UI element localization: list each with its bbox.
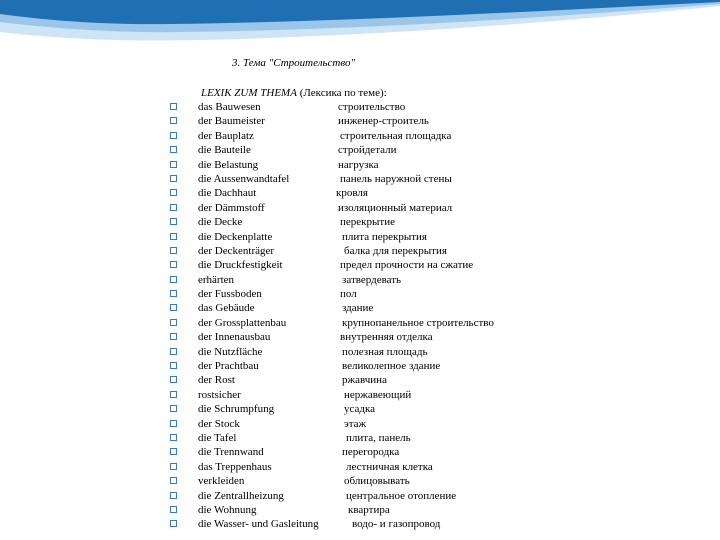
- russian-translation: строительство: [338, 101, 406, 113]
- german-term: der Deckenträger: [198, 244, 275, 257]
- german-term: verkleiden: [198, 475, 245, 488]
- bullet-square-icon: [170, 146, 177, 153]
- vocab-row: [170, 230, 570, 244]
- german-term: rostsicher: [198, 388, 241, 401]
- russian-translation: центральное отопление: [346, 489, 457, 502]
- heading-russian: (Лексика по теме):: [296, 87, 387, 99]
- slide-title: 3. Тема "Строительство": [232, 57, 356, 69]
- bullet-square-icon: [170, 477, 177, 484]
- german-term: der Baumeister: [198, 115, 265, 128]
- bullet-square-icon: [170, 247, 177, 254]
- russian-translation: нержавеющий: [344, 388, 412, 401]
- bullet-square-icon: [170, 506, 177, 513]
- bullet-square-icon: [170, 233, 177, 240]
- vocab-row: [170, 431, 570, 445]
- vocab-row: [170, 186, 570, 200]
- bullet-square-icon: [170, 333, 177, 340]
- german-term: das Bauwesen: [198, 101, 261, 113]
- vocab-row: [170, 460, 570, 474]
- russian-translation: стройдетали: [338, 144, 397, 157]
- german-term: die Dachhaut: [198, 187, 257, 200]
- russian-translation: внутренняя отделка: [340, 331, 433, 344]
- vocab-row: [170, 503, 570, 517]
- vocab-row: [170, 258, 570, 272]
- bullet-square-icon: [170, 420, 177, 427]
- vocab-row: [170, 143, 570, 157]
- vocab-row: [170, 158, 570, 172]
- bullet-square-icon: [170, 405, 177, 412]
- bullet-square-icon: [170, 520, 177, 527]
- german-term: die Wasser- und Gasleitung: [198, 518, 319, 531]
- russian-translation: здание: [342, 302, 374, 315]
- russian-translation: балка для перекрытия: [344, 244, 447, 257]
- russian-translation: ржавчина: [342, 374, 387, 387]
- vocab-row: [170, 114, 570, 128]
- vocab-row: [170, 316, 570, 330]
- russian-translation: квартира: [348, 503, 390, 516]
- bullet-square-icon: [170, 492, 177, 499]
- vocab-row: [170, 172, 570, 186]
- vocab-row: [170, 273, 570, 287]
- german-term: der Innenausbau: [198, 331, 271, 344]
- german-term: der Stock: [198, 417, 240, 430]
- bullet-square-icon: [170, 261, 177, 268]
- bullet-square-icon: [170, 103, 177, 110]
- german-term: die Zentrallheizung: [198, 489, 284, 502]
- vocab-row: [170, 489, 570, 503]
- vocab-row: [170, 445, 570, 459]
- bullet-square-icon: [170, 362, 177, 369]
- bullet-square-icon: [170, 434, 177, 441]
- german-term: die Deckenplatte: [198, 230, 273, 243]
- russian-translation: усадка: [344, 403, 376, 416]
- vocab-row: [170, 373, 570, 387]
- german-term: die Bauteile: [198, 144, 251, 157]
- vocab-row: [170, 474, 570, 488]
- german-term: die Decke: [198, 216, 243, 229]
- russian-translation: панель наружной стены: [340, 172, 452, 185]
- bullet-square-icon: [170, 448, 177, 455]
- decorative-swoosh: [0, 0, 720, 60]
- russian-translation: нагрузка: [338, 158, 379, 171]
- vocab-row: [170, 201, 570, 215]
- russian-translation: облицовывать: [344, 475, 410, 488]
- german-term: der Grossplattenbau: [198, 316, 287, 329]
- russian-translation: изоляционный материал: [338, 201, 453, 214]
- russian-translation: перекрытие: [340, 216, 395, 229]
- bullet-square-icon: [170, 132, 177, 139]
- german-term: das Treppenhaus: [198, 460, 272, 473]
- bullet-square-icon: [170, 348, 177, 355]
- german-term: die Trennwand: [198, 446, 264, 459]
- russian-translation: водо- и газопровод: [352, 518, 441, 531]
- german-term: das Gebäude: [198, 302, 255, 315]
- vocab-row: [170, 100, 570, 114]
- bullet-square-icon: [170, 391, 177, 398]
- vocab-row: [170, 359, 570, 373]
- russian-translation: плита, панель: [346, 431, 411, 444]
- german-term: der Prachtbau: [198, 360, 259, 373]
- russian-translation: затвердевать: [342, 273, 402, 286]
- russian-translation: предел прочности на сжатие: [340, 259, 474, 272]
- russian-translation: перегородка: [342, 446, 400, 459]
- vocabulary-list: [170, 100, 570, 532]
- russian-translation: плита перекрытия: [342, 230, 427, 243]
- german-term: der Dämmstoff: [198, 201, 265, 214]
- vocab-row: [170, 345, 570, 359]
- russian-translation: этаж: [344, 417, 367, 430]
- vocab-row: [170, 244, 570, 258]
- german-term: der Bauplatz: [198, 129, 254, 142]
- vocab-row: [170, 301, 570, 315]
- bullet-square-icon: [170, 290, 177, 297]
- russian-translation: лестничная клетка: [346, 460, 433, 473]
- vocab-row: [170, 330, 570, 344]
- bullet-square-icon: [170, 175, 177, 182]
- german-term: erhärten: [198, 273, 235, 286]
- bullet-square-icon: [170, 189, 177, 196]
- russian-translation: пол: [340, 288, 357, 301]
- vocab-row: [170, 129, 570, 143]
- section-heading: [201, 87, 387, 99]
- bullet-square-icon: [170, 218, 177, 225]
- german-term: die Aussenwandtafel: [198, 172, 290, 185]
- german-term: der Fussboden: [198, 288, 262, 301]
- heading-german: LEXIK ZUM THEMA: [201, 87, 297, 99]
- russian-translation: кровля: [336, 187, 368, 200]
- vocab-row: [170, 417, 570, 431]
- german-term: die Nutzfläche: [198, 345, 263, 358]
- russian-translation: крупнопанельное строительство: [342, 316, 494, 329]
- german-term: die Wohnung: [198, 503, 257, 516]
- bullet-square-icon: [170, 463, 177, 470]
- russian-translation: полезная площадь: [342, 345, 428, 358]
- bullet-square-icon: [170, 161, 177, 168]
- german-term: die Schrumpfung: [198, 403, 275, 416]
- russian-translation: великолепное здание: [342, 360, 441, 373]
- bullet-square-icon: [170, 276, 177, 283]
- vocab-row: [170, 402, 570, 416]
- russian-translation: инженер-строитель: [338, 115, 429, 128]
- german-term: die Tafel: [198, 431, 237, 444]
- bullet-square-icon: [170, 376, 177, 383]
- german-term: der Rost: [198, 374, 235, 387]
- bullet-square-icon: [170, 117, 177, 124]
- german-term: die Belastung: [198, 158, 259, 171]
- vocab-row: [170, 388, 570, 402]
- german-term: die Druckfestigkeit: [198, 259, 283, 272]
- vocab-row: [170, 215, 570, 229]
- bullet-square-icon: [170, 304, 177, 311]
- bullet-square-icon: [170, 204, 177, 211]
- vocab-row: [170, 517, 570, 531]
- vocab-row: [170, 287, 570, 301]
- russian-translation: строительная площадка: [340, 129, 452, 142]
- bullet-square-icon: [170, 319, 177, 326]
